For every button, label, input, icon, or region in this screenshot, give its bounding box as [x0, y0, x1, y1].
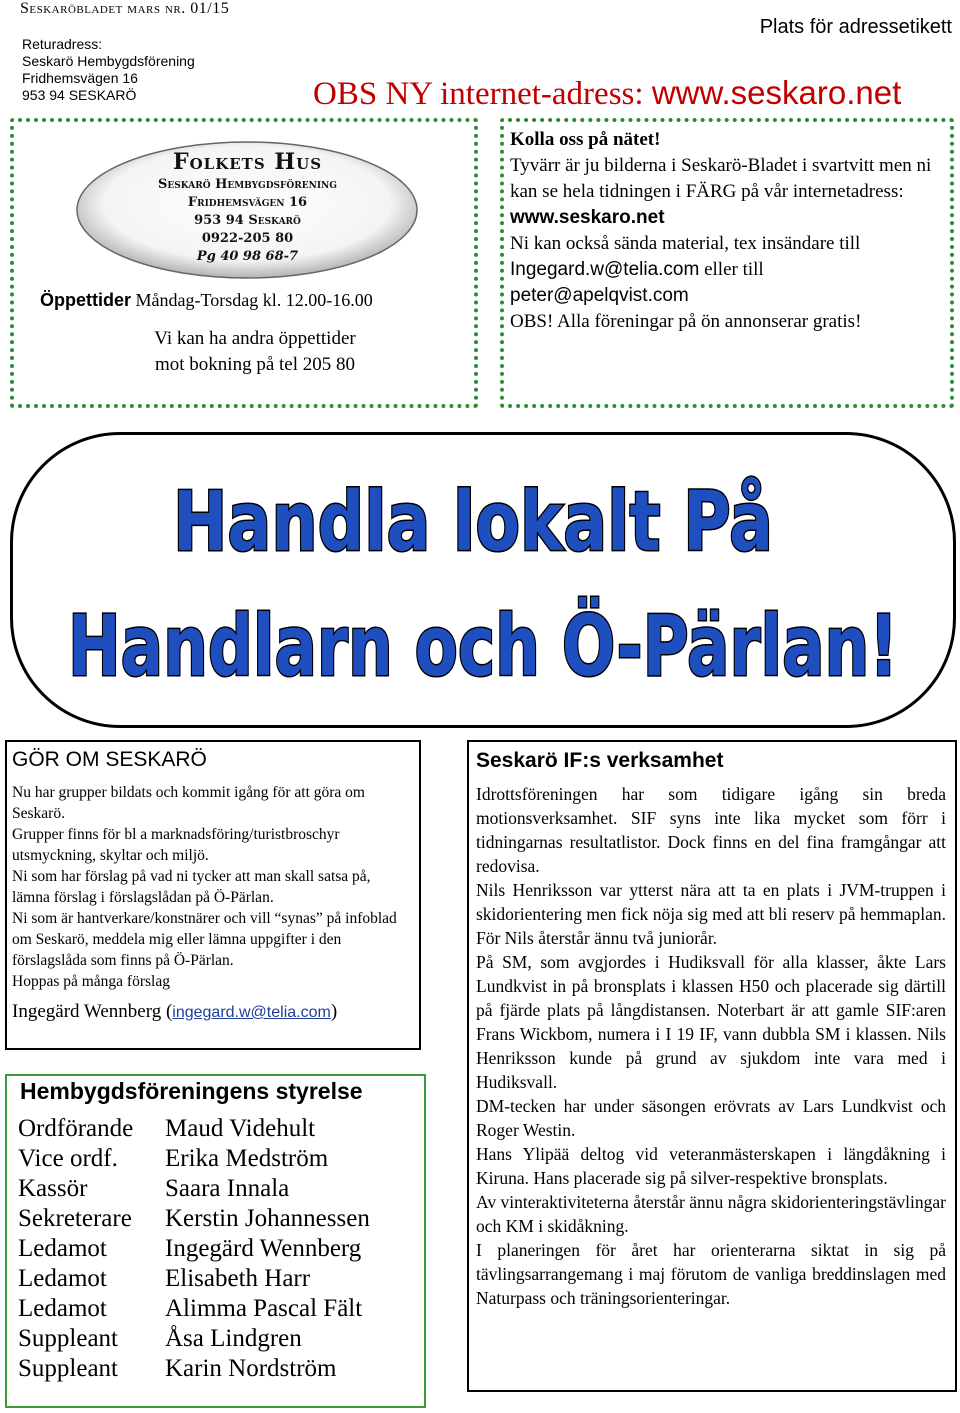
web-info-text1: Tyvärr är ju bilderna i Seskarö-Bladet i svartvitt men ni kan se hela tidningen i FÄRG på vår internetadress: — [510, 155, 932, 202]
logo-line: 0922-205 80 — [201, 231, 294, 246]
board-name: Erika Medström — [165, 1145, 329, 1172]
board-role: Ledamot — [18, 1235, 107, 1262]
sif-body — [476, 782, 946, 1310]
board-name: Alimma Pascal Fält — [165, 1295, 363, 1322]
signature-name: Ingegärd Wennberg ( — [12, 1001, 173, 1022]
obs-new-address — [313, 74, 901, 113]
board-member-row — [18, 1354, 370, 1384]
sif-paragraph: Nils Henriksson var ytterst nära att ta en plats i JVM-truppen i skidorientering men fick nöja sig med att bli reserv på hemmaplan. För Nils återstår ännu två juniorår. — [476, 880, 946, 948]
board-role: Vice ordf. — [18, 1145, 118, 1172]
board-name: Kerstin Johannessen — [165, 1205, 370, 1232]
gor-om-paragraph: Ni som är hantverkare/konstnärer och vill “synas” på infoblad om Seskarö, meddela mig eller lämna uppgifter i den förslagslåda som finns på Ö-Pärlan. — [12, 910, 397, 969]
logo-title: Folkets Hus — [172, 149, 323, 175]
gor-om-body — [12, 782, 412, 992]
alt-hours-line: mot bokning på tel 205 80 — [154, 354, 355, 375]
logo-line: 953 94 Seskarö — [194, 213, 301, 228]
publication-header: Seskaröbladet mars nr. 01/15 — [20, 0, 230, 17]
sif-title: Seskarö IF:s verksamhet — [476, 749, 724, 772]
board-role: Suppleant — [18, 1325, 118, 1352]
board-member-row — [18, 1174, 370, 1204]
logo-line: Fridhemsvägen 16 — [187, 195, 308, 210]
board-role: Ledamot — [18, 1265, 107, 1292]
sif-paragraph: Hans Ylipää deltog vid veteranmästerskapen i längdåkning i Kiruna. Hans placerade sig på silver-respektive bronsplats. — [476, 1144, 946, 1188]
board-role: Ledamot — [18, 1295, 107, 1322]
logo-line: Seskarö Hembygdsförening — [158, 177, 337, 192]
banner-line2: Handlarn och Ö-Pärlan! — [68, 597, 898, 695]
email-link-peter[interactable]: peter@apelqvist.com — [510, 285, 689, 306]
shop-local-banner — [10, 432, 956, 728]
board-title: Hembygdsföreningens styrelse — [20, 1078, 363, 1104]
gor-om-paragraph: Nu har grupper bildats och kommit igång för att göra om Seskarö. — [12, 784, 365, 822]
alt-hours-line: Vi kan ha andra öppettider — [154, 328, 356, 349]
return-address-line: Seskarö Hembygdsförening — [22, 53, 195, 69]
board-role: Suppleant — [18, 1355, 118, 1382]
sif-paragraph: På SM, som avgjordes i Hudiksvall för alla klasser, åkte Lars Lundkvist in på bronsplats i klassen H50 och placerade sig därtill på fjärde plats på långdistansen. Noterbart är att gamle SIF:aren Frans Wickbom, numera i I 19 IF, vann dubbla SM i klassen. Nils Henriksson kunde på grund av sjukdom inte vara med i Hudiksvall. — [476, 952, 946, 1092]
gor-om-signature — [12, 1001, 337, 1023]
return-address-line: Returadress: — [22, 36, 103, 52]
logo-line: Pg 40 98 68-7 — [196, 249, 299, 264]
sif-paragraph: DM-tecken har under säsongen erövrats av Lars Lundkvist och Roger Westin. — [476, 1096, 946, 1140]
sif-paragraph: Av vinteraktiviteterna återstår ännu några skidorienteringstävlingar och KM i skidåkning. — [476, 1192, 946, 1236]
board-name: Elisabeth Harr — [165, 1265, 311, 1292]
return-address-line: 953 94 SESKARÖ — [22, 87, 137, 103]
alternative-hours — [70, 326, 440, 378]
board-list — [18, 1114, 370, 1384]
opening-hours — [40, 290, 373, 311]
gor-om-paragraph: Ni som har förslag på vad ni tycker att man skall satsa på, lämna förslag i förslagslådan på Ö-Pärlan. — [12, 868, 371, 906]
gor-om-title: GÖR OM SESKARÖ — [12, 748, 207, 771]
board-member-row — [18, 1114, 370, 1144]
sif-paragraph: I planeringen för året har orienterarna siktat in sig på tävlingsarrangemang i maj förutom de vanliga breddinslagen med Naturpass och träningsorienteringar. — [476, 1240, 946, 1308]
board-role: Sekreterare — [18, 1205, 132, 1232]
signature-end: ) — [330, 1001, 338, 1022]
return-address-line: Fridhemsvägen 16 — [22, 70, 138, 86]
email-link-ingegard[interactable]: Ingegard.w@telia.com — [510, 259, 700, 280]
gor-om-paragraph: Grupper finns för bl a marknadsföring/turistbroschyr utsmyckning, skyltar och miljö. — [12, 826, 340, 864]
board-name: Saara Innala — [165, 1175, 290, 1202]
gor-om-paragraph: Hoppas på många förslag — [12, 973, 170, 990]
web-info-text4: OBS! Alla föreningar på ön annonserar gratis! — [510, 311, 862, 332]
board-role: Ordförande — [18, 1115, 134, 1142]
web-info-text3: eller till — [699, 259, 764, 280]
board-name: Ingegärd Wennberg — [165, 1235, 362, 1262]
opening-hours-value: Måndag-Torsdag kl. 12.00-16.00 — [131, 290, 373, 310]
web-info-text — [510, 127, 940, 335]
board-name: Maud Videhult — [165, 1115, 316, 1142]
address-label-placeholder: Plats för adressetikett — [759, 16, 952, 38]
board-member-row — [18, 1294, 370, 1324]
obs-prefix: OBS NY internet-adress: — [313, 76, 652, 112]
board-name: Karin Nordström — [165, 1355, 337, 1382]
return-address — [22, 36, 195, 104]
board-name: Åsa Lindgren — [165, 1325, 302, 1352]
opening-hours-label: Öppettider — [40, 290, 132, 310]
web-info-text2: Ni kan också sända material, tex insändare till — [510, 233, 861, 254]
board-member-row — [18, 1324, 370, 1354]
board-member-row — [18, 1144, 370, 1174]
signature-email-link[interactable]: ingegard.w@telia.com — [172, 1004, 331, 1021]
banner-art — [13, 435, 953, 725]
web-info-heading: Kolla oss på nätet! — [510, 129, 661, 150]
board-member-row — [18, 1264, 370, 1294]
web-url-link[interactable]: www.seskaro.net — [510, 207, 665, 228]
board-role: Kassör — [18, 1175, 88, 1202]
board-member-row — [18, 1234, 370, 1264]
board-member-row — [18, 1204, 370, 1234]
obs-url-link[interactable]: www.seskaro.net — [651, 74, 902, 111]
banner-line1: Handla lokalt På — [173, 475, 773, 570]
sif-paragraph: Idrottsföreningen har som tidigare igång sin breda motionsverksamhet. SIF syns inte lika mycket som förr i tidningarnas resultatlistor. Dock finns en del fina framgångar att redovisa. — [476, 784, 946, 876]
folkets-hus-logo — [75, 140, 420, 280]
